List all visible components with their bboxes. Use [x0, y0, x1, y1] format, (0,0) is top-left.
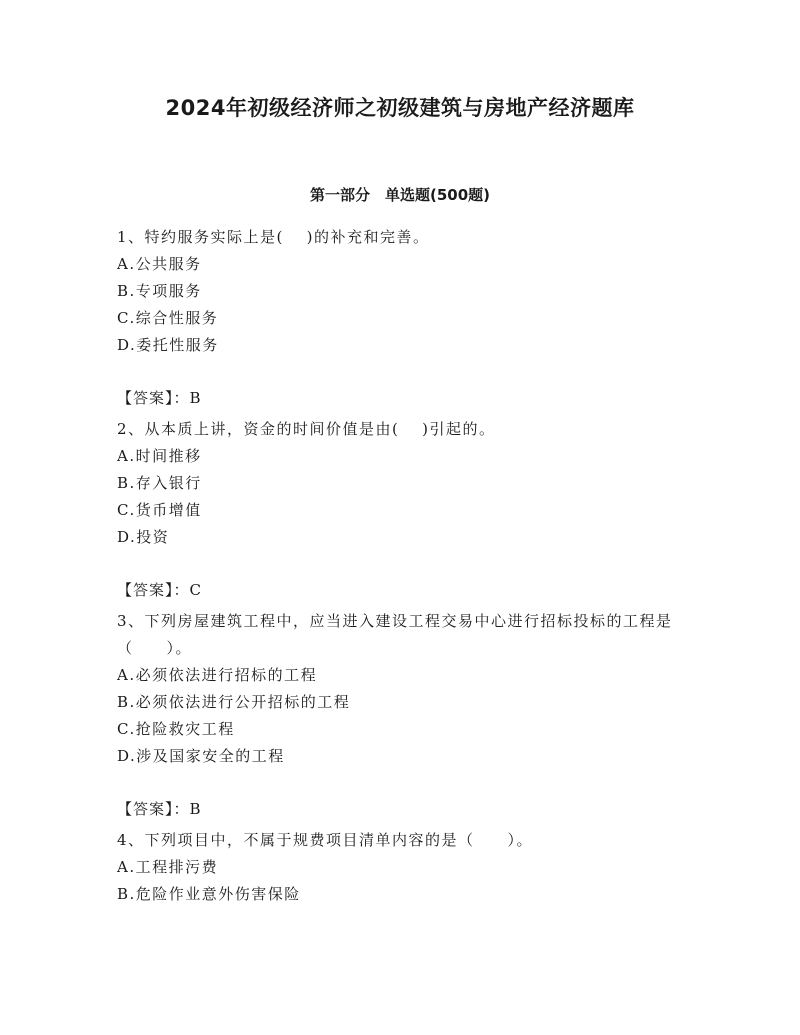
question-option: A.公共服务 — [117, 255, 202, 273]
section-title: 第一部分 单选题(500题) — [309, 186, 491, 204]
question-answer: 【答案】：B — [117, 800, 202, 818]
question-option: D.涉及国家安全的工程 — [117, 747, 285, 765]
question-answer: 【答案】：B — [117, 389, 202, 407]
question-option: D.委托性服务 — [117, 336, 219, 354]
question-option: A.时间推移 — [117, 447, 202, 465]
question-item — [117, 827, 687, 908]
question-list — [117, 224, 687, 908]
question-answer: 【答案】：C — [117, 581, 202, 599]
question-item — [117, 608, 687, 823]
question-option: C.抢险救灾工程 — [117, 720, 235, 738]
question-option: B.必须依法进行公开招标的工程 — [117, 693, 351, 711]
question-option: D.投资 — [117, 528, 170, 546]
question-option: A.工程排污费 — [117, 858, 219, 876]
question-option: B.存入银行 — [117, 474, 202, 492]
question-item — [117, 416, 687, 604]
question-stem: 2、从本质上讲，资金的时间价值是由( )引起的。 — [117, 420, 496, 438]
document-title: 2024年初级经济师之初级建筑与房地产经济题库 — [165, 96, 635, 120]
question-option: B.专项服务 — [117, 282, 202, 300]
question-item — [117, 224, 687, 412]
question-stem: 1、特约服务实际上是( )的补充和完善。 — [117, 228, 430, 246]
question-option: B.危险作业意外伤害保险 — [117, 885, 301, 903]
question-stem: 4、下列项目中，不属于规费项目清单内容的是（ ）。 — [117, 831, 534, 849]
question-option: A.必须依法进行招标的工程 — [117, 666, 318, 684]
question-stem: 3、下列房屋建筑工程中，应当进入建设工程交易中心进行招标投标的工程是（ ）。 — [117, 612, 673, 657]
question-option: C.综合性服务 — [117, 309, 219, 327]
question-option: C.货币增值 — [117, 501, 202, 519]
